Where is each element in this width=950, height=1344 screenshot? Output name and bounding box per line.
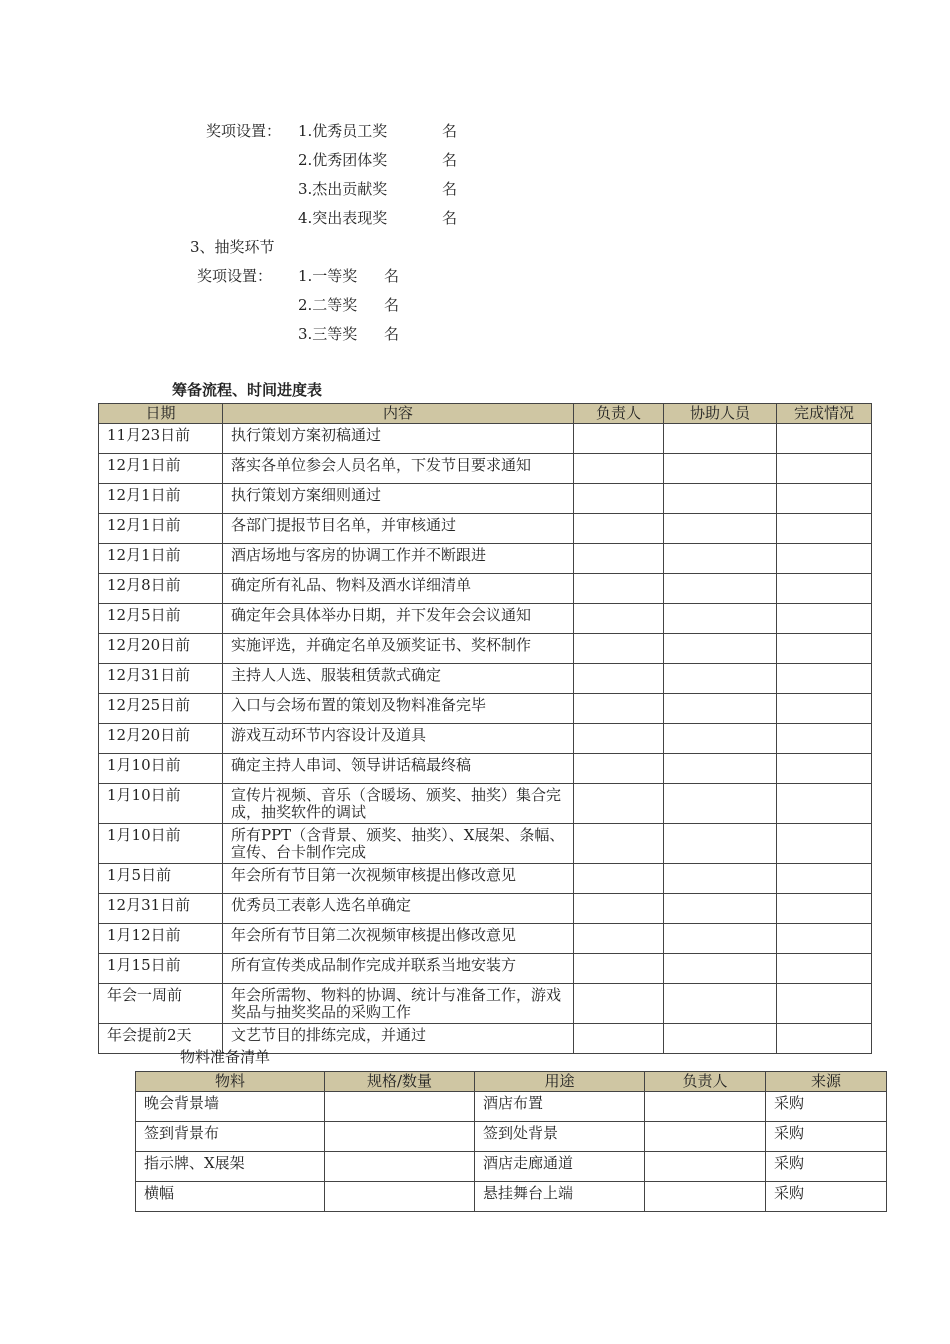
table-row (99, 984, 872, 1024)
assistant-cell (664, 864, 777, 894)
owner-cell (574, 984, 664, 1024)
status-cell (777, 574, 872, 604)
lottery-label: 奖项设置： (197, 267, 273, 285)
status-cell (777, 694, 872, 724)
status-cell (777, 784, 872, 824)
assistant-cell (664, 544, 777, 574)
content-cell: 宣传片视频、音乐（含暖场、颁奖、抽奖）集合完成，抽奖软件的调试 (223, 784, 574, 824)
status-cell (777, 894, 872, 924)
content-cell: 年会所需物、物料的协调、统计与准备工作，游戏奖品与抽奖奖品的采购工作 (223, 984, 574, 1024)
source-cell: 采购 (766, 1122, 887, 1152)
header-spec: 规格/数量 (325, 1072, 475, 1092)
lottery-unit-1: 名 (384, 267, 400, 285)
owner-cell (574, 954, 664, 984)
table-row (99, 864, 872, 894)
lottery-item-2: 2.二等奖 (298, 296, 358, 314)
date-cell: 12月20日前 (99, 634, 223, 664)
date-cell: 1月10日前 (99, 784, 223, 824)
table-row (136, 1182, 887, 1212)
date-cell: 12月1日前 (99, 514, 223, 544)
table-row (99, 664, 872, 694)
award-item-4: 4.突出表现奖 (298, 209, 388, 227)
content-cell: 入口与会场布置的策划及物料准备完毕 (223, 694, 574, 724)
content-cell: 所有宣传类成品制作完成并联系当地安装方 (223, 954, 574, 984)
assistant-cell (664, 574, 777, 604)
award-unit-1: 名 (442, 122, 458, 140)
owner-cell (574, 784, 664, 824)
table-row (99, 574, 872, 604)
use-cell: 悬挂舞台上端 (475, 1182, 645, 1212)
award-item-2: 2.优秀团体奖 (298, 151, 388, 169)
owner-cell (574, 754, 664, 784)
header-content: 内容 (223, 404, 574, 424)
owner-cell (574, 424, 664, 454)
schedule-header-row (99, 404, 872, 424)
header-status: 完成情况 (777, 404, 872, 424)
source-cell: 采购 (766, 1152, 887, 1182)
spec-cell (325, 1122, 475, 1152)
table-row (99, 454, 872, 484)
assistant-cell (664, 484, 777, 514)
date-cell: 12月31日前 (99, 894, 223, 924)
table-row (99, 634, 872, 664)
owner-cell (645, 1152, 766, 1182)
status-cell (777, 954, 872, 984)
owner-cell (574, 634, 664, 664)
award-unit-3: 名 (442, 180, 458, 198)
content-cell: 确定所有礼品、物料及酒水详细清单 (223, 574, 574, 604)
owner-cell (645, 1092, 766, 1122)
date-cell: 12月31日前 (99, 664, 223, 694)
assistant-cell (664, 954, 777, 984)
item-cell: 签到背景布 (136, 1122, 325, 1152)
assistant-cell (664, 984, 777, 1024)
date-cell: 12月1日前 (99, 484, 223, 514)
status-cell (777, 754, 872, 784)
spec-cell (325, 1092, 475, 1122)
assistant-cell (664, 604, 777, 634)
content-cell: 实施评选，并确定名单及颁奖证书、奖杯制作 (223, 634, 574, 664)
table-row (99, 724, 872, 754)
owner-cell (645, 1122, 766, 1152)
content-cell: 年会所有节目第二次视频审核提出修改意见 (223, 924, 574, 954)
content-cell: 游戏互动环节内容设计及道具 (223, 724, 574, 754)
content-cell: 年会所有节目第一次视频审核提出修改意见 (223, 864, 574, 894)
table-row (136, 1122, 887, 1152)
assistant-cell (664, 784, 777, 824)
content-cell: 所有PPT（含背景、颁奖、抽奖）、X展架、条幅、宣传、台卡制作完成 (223, 824, 574, 864)
status-cell (777, 664, 872, 694)
content-cell: 优秀员工表彰人选名单确定 (223, 894, 574, 924)
materials-table (135, 1071, 887, 1212)
status-cell (777, 924, 872, 954)
owner-cell (574, 724, 664, 754)
source-cell: 采购 (766, 1092, 887, 1122)
schedule-table (98, 403, 872, 1054)
header-owner: 负责人 (574, 404, 664, 424)
date-cell: 12月25日前 (99, 694, 223, 724)
content-cell: 确定主持人串词、领导讲话稿最终稿 (223, 754, 574, 784)
assistant-cell (664, 1024, 777, 1054)
status-cell (777, 864, 872, 894)
owner-cell (574, 824, 664, 864)
status-cell (777, 484, 872, 514)
header-item: 物料 (136, 1072, 325, 1092)
assistant-cell (664, 634, 777, 664)
award-item-3: 3.杰出贡献奖 (298, 180, 388, 198)
table-row (99, 924, 872, 954)
owner-cell (574, 604, 664, 634)
lottery-item-1: 1.一等奖 (298, 267, 358, 285)
header-date: 日期 (99, 404, 223, 424)
assistant-cell (664, 754, 777, 784)
assistant-cell (664, 694, 777, 724)
status-cell (777, 824, 872, 864)
header-assistant: 协助人员 (664, 404, 777, 424)
spec-cell (325, 1152, 475, 1182)
table-row (99, 694, 872, 724)
awards-label: 奖项设置： (206, 122, 282, 140)
lottery-heading: 3、抽奖环节 (190, 238, 275, 256)
award-unit-2: 名 (442, 151, 458, 169)
table-row (99, 754, 872, 784)
status-cell (777, 544, 872, 574)
status-cell (777, 604, 872, 634)
table-row (99, 954, 872, 984)
date-cell: 1月12日前 (99, 924, 223, 954)
table-row (99, 544, 872, 574)
content-cell: 主持人人选、服装租赁款式确定 (223, 664, 574, 694)
date-cell: 1月10日前 (99, 754, 223, 784)
owner-cell (574, 484, 664, 514)
use-cell: 签到处背景 (475, 1122, 645, 1152)
table-row (99, 784, 872, 824)
content-cell: 执行策划方案初稿通过 (223, 424, 574, 454)
assistant-cell (664, 424, 777, 454)
owner-cell (574, 864, 664, 894)
materials-header-row (136, 1072, 887, 1092)
table-row (99, 514, 872, 544)
date-cell: 12月8日前 (99, 574, 223, 604)
content-cell: 确定年会具体举办日期，并下发年会会议通知 (223, 604, 574, 634)
status-cell (777, 424, 872, 454)
owner-cell (574, 924, 664, 954)
table-row (99, 604, 872, 634)
owner-cell (574, 544, 664, 574)
lottery-unit-2: 名 (384, 296, 400, 314)
assistant-cell (664, 724, 777, 754)
assistant-cell (664, 514, 777, 544)
spec-cell (325, 1182, 475, 1212)
award-unit-4: 名 (442, 209, 458, 227)
date-cell: 12月1日前 (99, 544, 223, 574)
table-row (99, 824, 872, 864)
date-cell: 12月5日前 (99, 604, 223, 634)
content-cell: 酒店场地与客房的协调工作并不断跟进 (223, 544, 574, 574)
assistant-cell (664, 454, 777, 484)
header-owner: 负责人 (645, 1072, 766, 1092)
item-cell: 晚会背景墙 (136, 1092, 325, 1122)
owner-cell (574, 514, 664, 544)
use-cell: 酒店走廊通道 (475, 1152, 645, 1182)
content-cell: 落实各单位参会人员名单，下发节目要求通知 (223, 454, 574, 484)
owner-cell (574, 694, 664, 724)
owner-cell (574, 454, 664, 484)
date-cell: 年会一周前 (99, 984, 223, 1024)
assistant-cell (664, 664, 777, 694)
lottery-item-3: 3.三等奖 (298, 325, 358, 343)
materials-title: 物料准备清单 (180, 1048, 271, 1066)
table-row (99, 484, 872, 514)
date-cell: 12月20日前 (99, 724, 223, 754)
table-row (99, 424, 872, 454)
status-cell (777, 984, 872, 1024)
date-cell: 1月10日前 (99, 824, 223, 864)
owner-cell (574, 574, 664, 604)
date-cell: 1月15日前 (99, 954, 223, 984)
assistant-cell (664, 824, 777, 864)
date-cell: 12月1日前 (99, 454, 223, 484)
owner-cell (574, 1024, 664, 1054)
use-cell: 酒店布置 (475, 1092, 645, 1122)
source-cell: 采购 (766, 1182, 887, 1212)
content-cell: 文艺节目的排练完成，并通过 (223, 1024, 574, 1054)
table-row (136, 1152, 887, 1182)
owner-cell (574, 664, 664, 694)
lottery-unit-3: 名 (384, 325, 400, 343)
owner-cell (574, 894, 664, 924)
assistant-cell (664, 894, 777, 924)
content-cell: 各部门提报节目名单，并审核通过 (223, 514, 574, 544)
status-cell (777, 514, 872, 544)
date-cell: 1月5日前 (99, 864, 223, 894)
award-item-1: 1.优秀员工奖 (298, 122, 388, 140)
table-row (136, 1092, 887, 1122)
header-source: 来源 (766, 1072, 887, 1092)
owner-cell (645, 1182, 766, 1212)
status-cell (777, 724, 872, 754)
schedule-title: 筹备流程、时间进度表 (172, 381, 323, 399)
assistant-cell (664, 924, 777, 954)
content-cell: 执行策划方案细则通过 (223, 484, 574, 514)
status-cell (777, 454, 872, 484)
header-use: 用途 (475, 1072, 645, 1092)
status-cell (777, 634, 872, 664)
date-cell: 年会提前2天 (99, 1024, 223, 1054)
status-cell (777, 1024, 872, 1054)
date-cell: 11月23日前 (99, 424, 223, 454)
item-cell: 指示牌、X展架 (136, 1152, 325, 1182)
item-cell: 横幅 (136, 1182, 325, 1212)
table-row (99, 894, 872, 924)
